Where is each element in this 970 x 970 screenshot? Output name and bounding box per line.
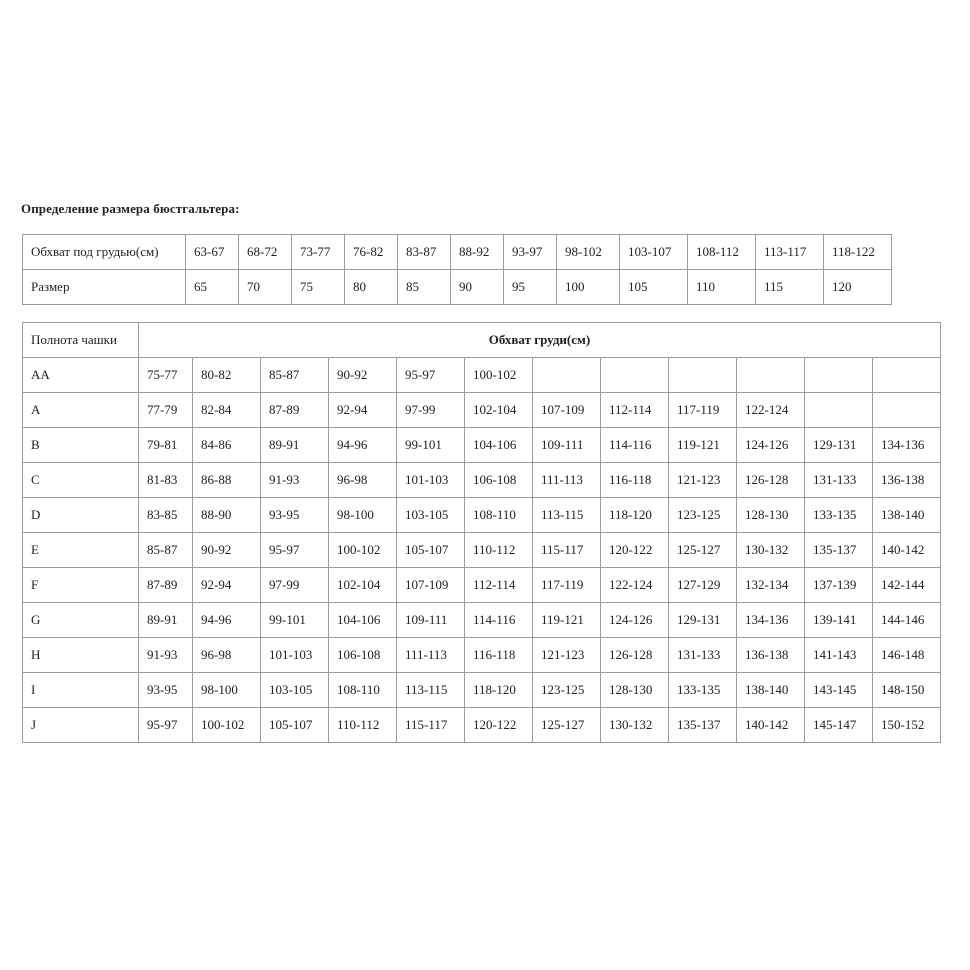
bust-range-cell: 101-103 — [261, 638, 329, 673]
bust-range-cell: 138-140 — [873, 498, 941, 533]
bust-range-cell: 113-115 — [533, 498, 601, 533]
bust-range-cell: 126-128 — [737, 463, 805, 498]
underbust-cell: 103-107 — [620, 235, 688, 270]
bust-range-cell: 81-83 — [139, 463, 193, 498]
bust-range-cell: 144-146 — [873, 603, 941, 638]
bust-range-cell: 141-143 — [805, 638, 873, 673]
bust-range-cell: 128-130 — [737, 498, 805, 533]
bust-range-cell: 129-131 — [805, 428, 873, 463]
bust-range-cell: 109-111 — [397, 603, 465, 638]
bust-range-cell: 131-133 — [669, 638, 737, 673]
bust-range-cell: 122-124 — [737, 393, 805, 428]
bust-range-cell: 86-88 — [193, 463, 261, 498]
underbust-cell: 73-77 — [292, 235, 345, 270]
bust-range-cell: 93-95 — [261, 498, 329, 533]
bust-range-cell: 123-125 — [669, 498, 737, 533]
table-row — [23, 603, 941, 638]
bust-range-cell — [805, 358, 873, 393]
bust-header: Обхват груди(см) — [139, 323, 941, 358]
cup-fullness-header: Полнота чашки — [23, 323, 139, 358]
bust-range-cell: 139-141 — [805, 603, 873, 638]
bust-range-cell: 134-136 — [873, 428, 941, 463]
bust-range-cell: 125-127 — [533, 708, 601, 743]
bust-range-cell: 123-125 — [533, 673, 601, 708]
bust-range-cell: 85-87 — [261, 358, 329, 393]
bust-range-cell: 120-122 — [601, 533, 669, 568]
bust-range-cell: 115-117 — [533, 533, 601, 568]
table-row — [23, 463, 941, 498]
size-cell: 105 — [620, 270, 688, 305]
bust-range-cell: 104-106 — [465, 428, 533, 463]
page-title: Определение размера бюстгальтера: — [21, 201, 240, 216]
bust-range-cell: 80-82 — [193, 358, 261, 393]
bust-range-cell: 130-132 — [737, 533, 805, 568]
table-row — [23, 428, 941, 463]
bust-range-cell: 84-86 — [193, 428, 261, 463]
bust-range-cell: 135-137 — [669, 708, 737, 743]
table-row — [23, 568, 941, 603]
bust-range-cell: 148-150 — [873, 673, 941, 708]
bust-range-cell: 101-103 — [397, 463, 465, 498]
bust-range-cell: 114-116 — [601, 428, 669, 463]
bust-range-cell: 90-92 — [329, 358, 397, 393]
underbust-size-table — [22, 234, 892, 305]
bust-range-cell: 77-79 — [139, 393, 193, 428]
cup-label: I — [23, 673, 139, 708]
bust-range-cell: 133-135 — [669, 673, 737, 708]
bust-range-cell: 100-102 — [329, 533, 397, 568]
bust-range-cell: 111-113 — [533, 463, 601, 498]
bust-range-cell: 111-113 — [397, 638, 465, 673]
cup-label: H — [23, 638, 139, 673]
bust-range-cell: 113-115 — [397, 673, 465, 708]
bust-range-cell: 125-127 — [669, 533, 737, 568]
bust-range-cell: 126-128 — [601, 638, 669, 673]
bust-range-cell: 87-89 — [261, 393, 329, 428]
bust-range-cell: 135-137 — [805, 533, 873, 568]
bust-range-cell: 102-104 — [465, 393, 533, 428]
bust-range-cell: 94-96 — [329, 428, 397, 463]
bust-range-cell: 117-119 — [669, 393, 737, 428]
bust-range-cell: 108-110 — [465, 498, 533, 533]
cup-label: J — [23, 708, 139, 743]
bust-range-cell: 124-126 — [601, 603, 669, 638]
bust-range-cell: 98-100 — [193, 673, 261, 708]
bust-range-cell: 143-145 — [805, 673, 873, 708]
bust-range-cell: 102-104 — [329, 568, 397, 603]
bust-range-cell: 110-112 — [465, 533, 533, 568]
bust-range-cell: 95-97 — [139, 708, 193, 743]
size-cell: 80 — [345, 270, 398, 305]
bust-range-cell: 100-102 — [465, 358, 533, 393]
underbust-cell: 63-67 — [186, 235, 239, 270]
cup-label: E — [23, 533, 139, 568]
bust-range-cell: 116-118 — [465, 638, 533, 673]
cup-table-header-row — [23, 323, 941, 358]
bust-range-cell: 107-109 — [397, 568, 465, 603]
bust-range-cell: 109-111 — [533, 428, 601, 463]
table-row — [23, 393, 941, 428]
size-cell: 70 — [239, 270, 292, 305]
underbust-cell: 76-82 — [345, 235, 398, 270]
bust-range-cell: 132-134 — [737, 568, 805, 603]
bust-range-cell: 122-124 — [601, 568, 669, 603]
bust-range-cell: 133-135 — [805, 498, 873, 533]
table-row — [23, 638, 941, 673]
bust-range-cell — [873, 358, 941, 393]
bust-range-cell: 146-148 — [873, 638, 941, 673]
bust-range-cell — [873, 393, 941, 428]
bust-range-cell: 87-89 — [139, 568, 193, 603]
size-cell: 85 — [398, 270, 451, 305]
bust-range-cell: 131-133 — [805, 463, 873, 498]
underbust-cell: 93-97 — [504, 235, 557, 270]
bust-range-cell: 105-107 — [261, 708, 329, 743]
cup-label: B — [23, 428, 139, 463]
bust-range-cell: 128-130 — [601, 673, 669, 708]
bust-range-cell — [805, 393, 873, 428]
bust-range-cell: 119-121 — [669, 428, 737, 463]
bust-range-cell: 110-112 — [329, 708, 397, 743]
size-cell: 120 — [824, 270, 892, 305]
bust-range-cell: 103-105 — [261, 673, 329, 708]
bust-range-cell: 145-147 — [805, 708, 873, 743]
bust-range-cell: 95-97 — [261, 533, 329, 568]
bust-range-cell: 129-131 — [669, 603, 737, 638]
bust-range-cell: 106-108 — [465, 463, 533, 498]
bust-range-cell: 75-77 — [139, 358, 193, 393]
bust-range-cell: 115-117 — [397, 708, 465, 743]
size-cell: 110 — [688, 270, 756, 305]
bust-range-cell: 97-99 — [261, 568, 329, 603]
bust-range-cell: 107-109 — [533, 393, 601, 428]
size-label: Размер — [23, 270, 186, 305]
underbust-label: Обхват под грудью(см) — [23, 235, 186, 270]
cup-label: D — [23, 498, 139, 533]
bust-range-cell: 118-120 — [601, 498, 669, 533]
bust-range-cell: 138-140 — [737, 673, 805, 708]
bust-range-cell: 83-85 — [139, 498, 193, 533]
bust-range-cell: 117-119 — [533, 568, 601, 603]
underbust-cell: 83-87 — [398, 235, 451, 270]
bust-range-cell: 82-84 — [193, 393, 261, 428]
cup-label: A — [23, 393, 139, 428]
bust-range-cell: 140-142 — [737, 708, 805, 743]
bust-range-cell: 96-98 — [193, 638, 261, 673]
bust-range-cell: 130-132 — [601, 708, 669, 743]
table-row — [23, 673, 941, 708]
bust-range-cell — [737, 358, 805, 393]
size-cell: 65 — [186, 270, 239, 305]
bust-range-cell: 142-144 — [873, 568, 941, 603]
bust-range-cell: 97-99 — [397, 393, 465, 428]
bust-range-cell: 137-139 — [805, 568, 873, 603]
bust-range-cell: 108-110 — [329, 673, 397, 708]
bust-range-cell: 96-98 — [329, 463, 397, 498]
table-row — [23, 533, 941, 568]
underbust-row — [23, 235, 892, 270]
table-row — [23, 498, 941, 533]
bust-range-cell: 114-116 — [465, 603, 533, 638]
bust-range-cell: 89-91 — [139, 603, 193, 638]
size-cell: 90 — [451, 270, 504, 305]
bust-range-cell — [601, 358, 669, 393]
bust-range-cell: 106-108 — [329, 638, 397, 673]
bust-range-cell: 99-101 — [397, 428, 465, 463]
underbust-cell: 88-92 — [451, 235, 504, 270]
bust-range-cell: 90-92 — [193, 533, 261, 568]
bust-range-cell: 95-97 — [397, 358, 465, 393]
bust-range-cell: 100-102 — [193, 708, 261, 743]
underbust-cell: 113-117 — [756, 235, 824, 270]
bust-range-cell: 94-96 — [193, 603, 261, 638]
bust-range-cell: 88-90 — [193, 498, 261, 533]
underbust-cell: 118-122 — [824, 235, 892, 270]
cup-size-table — [22, 322, 941, 743]
bust-range-cell: 140-142 — [873, 533, 941, 568]
bust-range-cell: 134-136 — [737, 603, 805, 638]
bust-range-cell: 93-95 — [139, 673, 193, 708]
size-cell: 100 — [557, 270, 620, 305]
bust-range-cell: 136-138 — [737, 638, 805, 673]
bust-range-cell: 91-93 — [139, 638, 193, 673]
table-row — [23, 358, 941, 393]
size-cell: 95 — [504, 270, 557, 305]
bust-range-cell: 112-114 — [465, 568, 533, 603]
table-row — [23, 708, 941, 743]
bust-range-cell: 112-114 — [601, 393, 669, 428]
underbust-cell: 68-72 — [239, 235, 292, 270]
bust-range-cell: 79-81 — [139, 428, 193, 463]
cup-label: G — [23, 603, 139, 638]
bust-range-cell: 136-138 — [873, 463, 941, 498]
bust-range-cell: 116-118 — [601, 463, 669, 498]
bust-range-cell: 124-126 — [737, 428, 805, 463]
underbust-cell: 98-102 — [557, 235, 620, 270]
bust-range-cell: 92-94 — [329, 393, 397, 428]
bust-range-cell — [669, 358, 737, 393]
bust-range-cell: 104-106 — [329, 603, 397, 638]
bust-range-cell: 91-93 — [261, 463, 329, 498]
bust-range-cell: 121-123 — [533, 638, 601, 673]
bust-range-cell: 120-122 — [465, 708, 533, 743]
bust-range-cell: 103-105 — [397, 498, 465, 533]
bust-range-cell: 118-120 — [465, 673, 533, 708]
underbust-cell: 108-112 — [688, 235, 756, 270]
bust-range-cell: 85-87 — [139, 533, 193, 568]
bust-range-cell: 127-129 — [669, 568, 737, 603]
bust-range-cell: 105-107 — [397, 533, 465, 568]
size-row — [23, 270, 892, 305]
bust-range-cell: 98-100 — [329, 498, 397, 533]
bust-range-cell: 89-91 — [261, 428, 329, 463]
bust-range-cell: 119-121 — [533, 603, 601, 638]
cup-label: C — [23, 463, 139, 498]
size-cell: 75 — [292, 270, 345, 305]
bust-range-cell: 99-101 — [261, 603, 329, 638]
bust-range-cell — [533, 358, 601, 393]
cup-label: AA — [23, 358, 139, 393]
bust-range-cell: 92-94 — [193, 568, 261, 603]
bust-range-cell: 150-152 — [873, 708, 941, 743]
cup-label: F — [23, 568, 139, 603]
size-cell: 115 — [756, 270, 824, 305]
bust-range-cell: 121-123 — [669, 463, 737, 498]
